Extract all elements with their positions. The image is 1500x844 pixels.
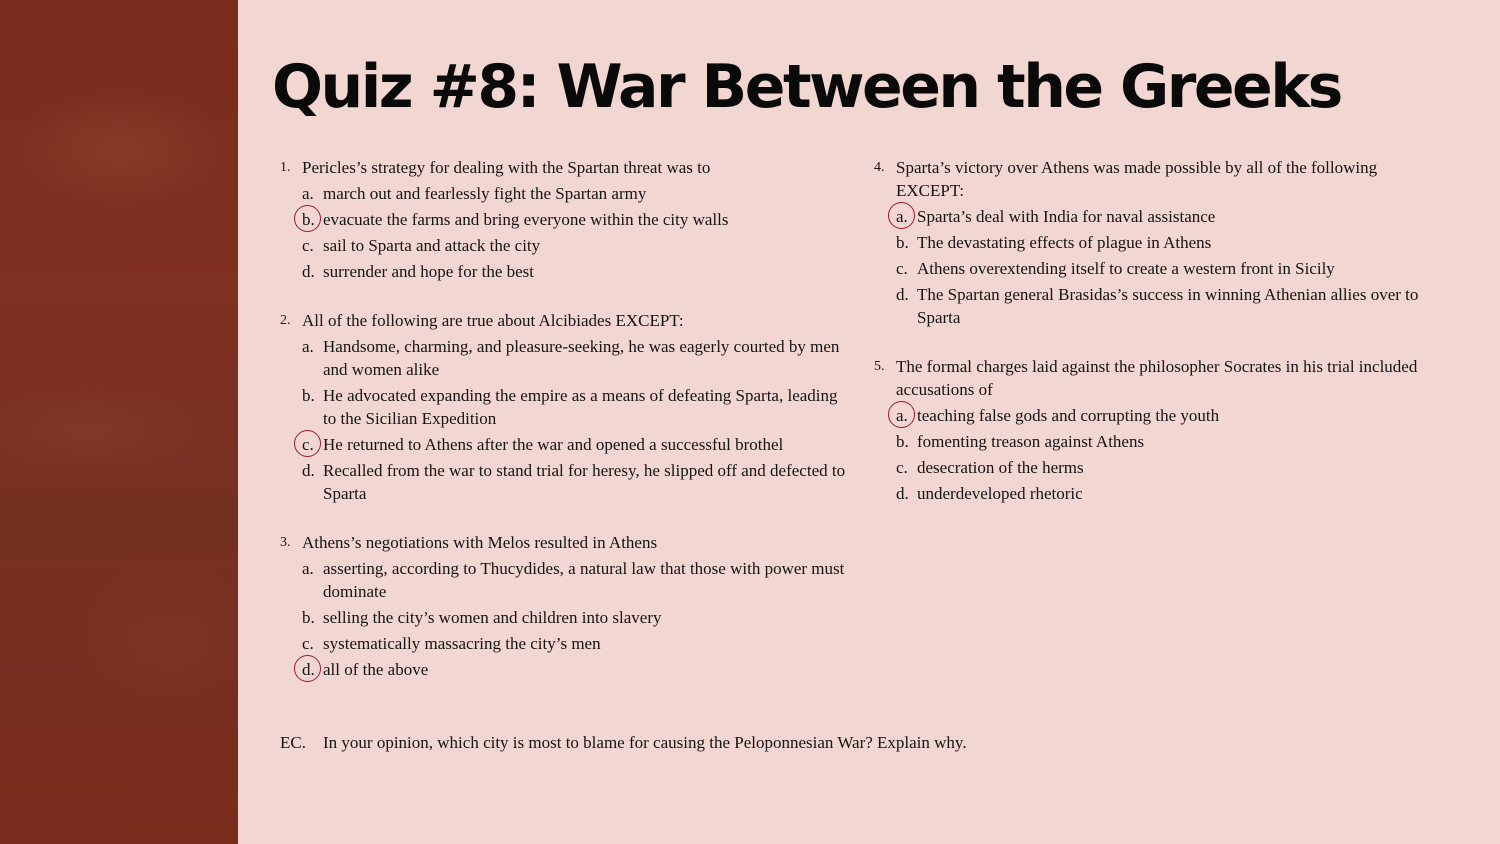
option-text: sail to Sparta and attack the city bbox=[323, 236, 541, 255]
option-letter: a. bbox=[896, 207, 908, 226]
option-text: desecration of the herms bbox=[917, 458, 1084, 477]
option-letter: b. bbox=[302, 210, 315, 229]
option-a bbox=[280, 335, 850, 381]
option-d bbox=[280, 459, 850, 505]
option-letter: d. bbox=[302, 660, 315, 679]
option-b bbox=[874, 231, 1434, 254]
option-text: He returned to Athens after the war and opened a successful brothel bbox=[323, 435, 784, 454]
option-text: The devastating effects of plague in Athens bbox=[917, 233, 1212, 252]
option-b bbox=[280, 384, 850, 430]
option-text: Handsome, charming, and pleasure-seeking, he was eagerly courted by men and women alike bbox=[323, 337, 840, 379]
option-list bbox=[280, 557, 850, 681]
option-text: selling the city’s women and children into slavery bbox=[323, 608, 662, 627]
question-number: 5. bbox=[874, 359, 885, 374]
option-letter: a. bbox=[302, 184, 314, 203]
question-3 bbox=[280, 531, 850, 681]
option-a bbox=[280, 182, 850, 205]
option-c bbox=[280, 234, 850, 257]
question-number: 4. bbox=[874, 160, 885, 175]
option-letter: a. bbox=[896, 406, 908, 425]
extra-credit-label: EC. bbox=[280, 733, 306, 752]
option-c bbox=[874, 456, 1434, 479]
option-list bbox=[874, 404, 1434, 505]
option-letter: c. bbox=[896, 259, 908, 278]
question-stem bbox=[280, 531, 850, 554]
question-stem bbox=[280, 156, 850, 179]
question-stem bbox=[280, 309, 850, 332]
option-text: systematically massacring the city’s men bbox=[323, 634, 601, 653]
right-column bbox=[874, 156, 1434, 531]
question-5 bbox=[874, 355, 1434, 505]
option-text: all of the above bbox=[323, 660, 429, 679]
question-1 bbox=[280, 156, 850, 283]
option-text: He advocated expanding the empire as a means of defeating Sparta, leading to the Sicilian Expedition bbox=[323, 386, 838, 428]
option-d bbox=[280, 260, 850, 283]
question-text: All of the following are true about Alcibiades EXCEPT: bbox=[302, 311, 684, 330]
option-text: The Spartan general Brasidas’s success in winning Athenian allies over to Sparta bbox=[917, 285, 1419, 327]
option-letter: b. bbox=[302, 386, 315, 405]
option-text: Athens overextending itself to create a western front in Sicily bbox=[917, 259, 1335, 278]
option-letter: c. bbox=[302, 236, 314, 255]
question-number: 1. bbox=[280, 160, 291, 175]
option-list bbox=[874, 205, 1434, 329]
option-text: march out and fearlessly fight the Spartan army bbox=[323, 184, 647, 203]
option-letter: c. bbox=[302, 634, 314, 653]
question-text: Pericles’s strategy for dealing with the Spartan threat was to bbox=[302, 158, 711, 177]
option-letter: b. bbox=[896, 432, 909, 451]
option-letter: d. bbox=[302, 262, 315, 281]
option-d bbox=[280, 658, 850, 681]
option-letter: b. bbox=[302, 608, 315, 627]
option-a bbox=[874, 404, 1434, 427]
option-text: Recalled from the war to stand trial for heresy, he slipped off and defected to Sparta bbox=[323, 461, 846, 503]
option-text: surrender and hope for the best bbox=[323, 262, 535, 281]
option-letter: a. bbox=[302, 559, 314, 578]
question-text: Athens’s negotiations with Melos resulted in Athens bbox=[302, 533, 658, 552]
option-list bbox=[280, 335, 850, 505]
question-stem bbox=[874, 156, 1434, 202]
option-letter: d. bbox=[302, 461, 315, 480]
option-letter: c. bbox=[896, 458, 908, 477]
option-text: asserting, according to Thucydides, a natural law that those with power must dominate bbox=[323, 559, 845, 601]
extra-credit-question bbox=[280, 731, 967, 754]
option-text: underdeveloped rhetoric bbox=[917, 484, 1083, 503]
question-4 bbox=[874, 156, 1434, 329]
option-a bbox=[280, 557, 850, 603]
page-title: Quiz #8: War Between the Greeks bbox=[272, 52, 1341, 122]
option-d bbox=[874, 482, 1434, 505]
question-stem bbox=[874, 355, 1434, 401]
option-d bbox=[874, 283, 1434, 329]
sidebar-decorative-panel bbox=[0, 0, 238, 844]
option-letter: a. bbox=[302, 337, 314, 356]
question-number: 2. bbox=[280, 313, 291, 328]
option-list bbox=[280, 182, 850, 283]
option-b bbox=[280, 208, 850, 231]
option-text: evacuate the farms and bring everyone within the city walls bbox=[323, 210, 729, 229]
option-letter: d. bbox=[896, 484, 909, 503]
question-number: 3. bbox=[280, 535, 291, 550]
option-b bbox=[280, 606, 850, 629]
question-2 bbox=[280, 309, 850, 505]
option-text: fomenting treason against Athens bbox=[917, 432, 1145, 451]
option-letter: b. bbox=[896, 233, 909, 252]
option-c bbox=[874, 257, 1434, 280]
option-text: teaching false gods and corrupting the youth bbox=[917, 406, 1220, 425]
option-a bbox=[874, 205, 1434, 228]
option-c bbox=[280, 632, 850, 655]
question-text: The formal charges laid against the philosopher Socrates in his trial included accusations of bbox=[896, 357, 1418, 399]
option-text: Sparta’s deal with India for naval assistance bbox=[917, 207, 1216, 226]
option-letter: d. bbox=[896, 285, 909, 304]
option-c bbox=[280, 433, 850, 456]
left-column bbox=[280, 156, 850, 707]
question-text: Sparta’s victory over Athens was made possible by all of the following EXCEPT: bbox=[896, 158, 1378, 200]
option-b bbox=[874, 430, 1434, 453]
extra-credit-text: In your opinion, which city is most to blame for causing the Peloponnesian War? Explain why. bbox=[323, 733, 967, 752]
option-letter: c. bbox=[302, 435, 314, 454]
